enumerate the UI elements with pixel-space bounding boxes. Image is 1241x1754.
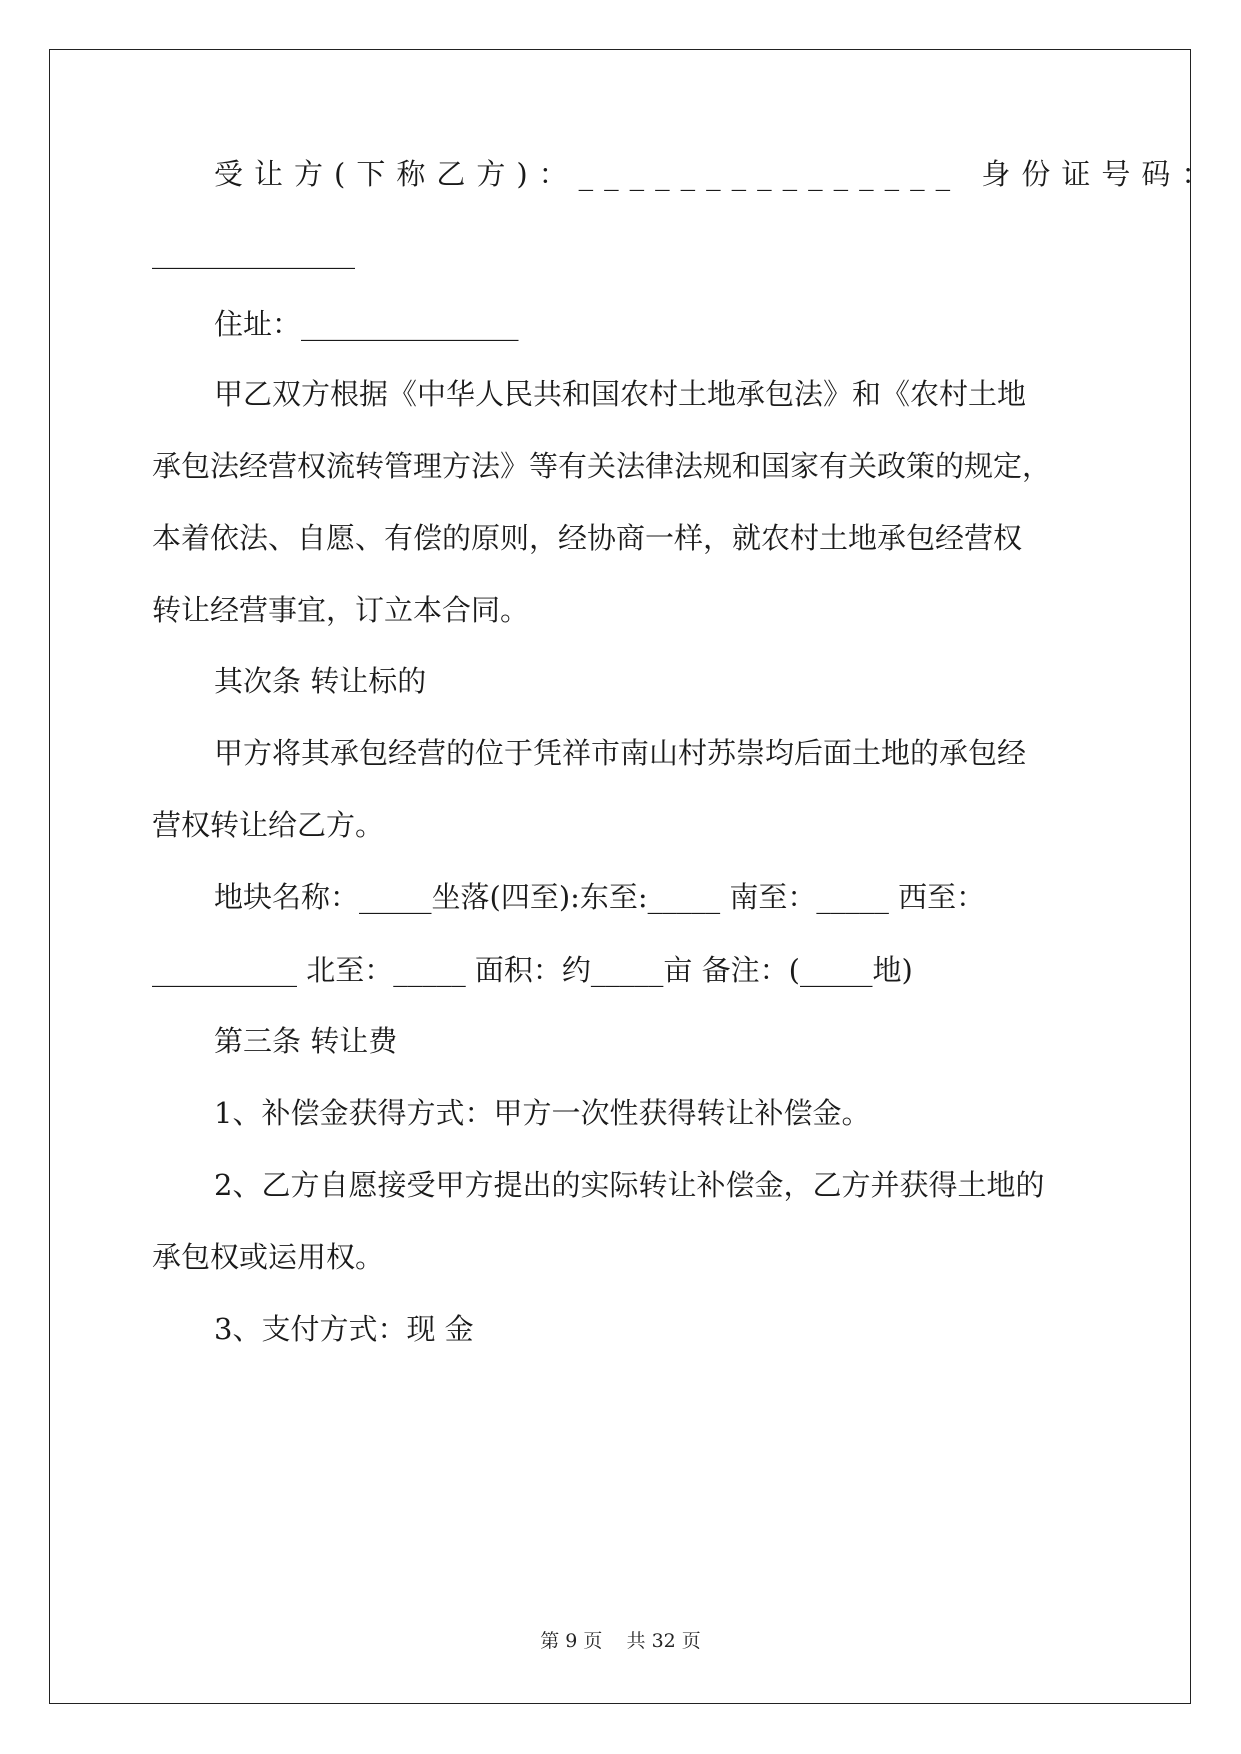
paragraph-line: 承包法经营权流转管理方法》等有关法律法规和国家有关政策的规定，	[152, 449, 1052, 483]
paragraph-line: 本着依法、自愿、有偿的原则，经协商一样，就农村土地承包经营权	[152, 521, 1023, 555]
list-item-continuation: 承包权或运用权。	[152, 1240, 385, 1274]
transferee-line: 受让方(下称乙方)：_______________ 身份证号码：	[214, 157, 1222, 191]
paragraph-line: 转让经营事宜，订立本合同。	[152, 593, 530, 627]
list-item: 1、补偿金获得方式：甲方一次性获得转让补偿金。	[214, 1096, 871, 1130]
address-line: 住址：_______________	[214, 307, 519, 341]
paragraph-line: 甲乙双方根据《中华人民共和国农村土地承包法》和《农村土地	[214, 377, 1027, 411]
list-item: 2、乙方自愿接受甲方提出的实际转让补偿金，乙方并获得土地的	[214, 1168, 1045, 1202]
plot-info-line: __________ 北至：_____ 面积：约_____亩 备注：(_____地)	[152, 953, 913, 987]
list-item: 3、支付方式：现 金	[214, 1312, 474, 1346]
page-number-footer: 第 9 页 共 32 页	[540, 1630, 701, 1652]
plot-info-line: 地块名称：_____坐落(四至):东至:_____ 南至：_____ 西至：	[214, 880, 986, 914]
paragraph-line: 甲方将其承包经营的位于凭祥市南山村苏崇均后面土地的承包经	[214, 736, 1027, 770]
section-heading: 其次条 转让标的	[214, 664, 427, 698]
paragraph-line: 营权转让给乙方。	[152, 808, 385, 842]
id-number-blank: ______________	[152, 235, 355, 269]
section-heading: 第三条 转让费	[214, 1024, 398, 1058]
